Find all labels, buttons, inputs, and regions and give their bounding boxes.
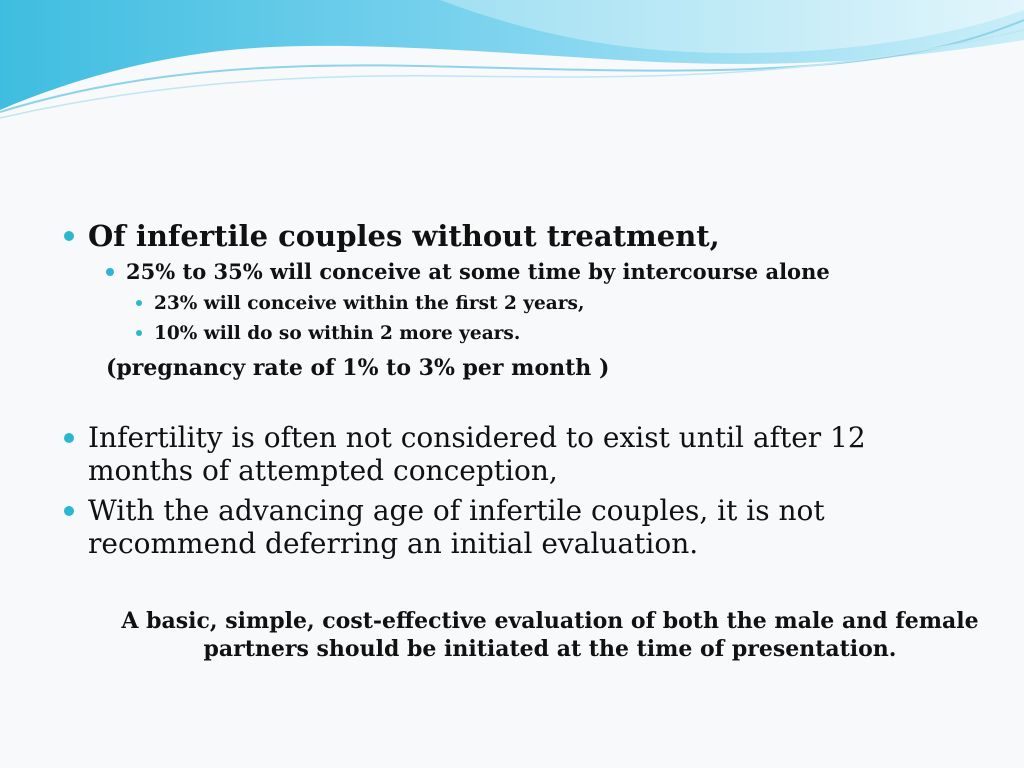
bullet-text: 10% will do so within 2 more years.	[154, 323, 521, 344]
bullet-icon	[64, 231, 74, 241]
subbullet-conceive-rate	[106, 259, 986, 285]
bullet-advancing-age	[64, 494, 964, 560]
pregnancy-rate-note: (pregnancy rate of 1% to 3% per month )	[106, 355, 610, 381]
bullet-text: With the advancing age of infertile couples, it is not recommend deferring an initial evaluation.	[88, 494, 825, 560]
bullet-text: 23% will conceive within the first 2 years,	[154, 293, 585, 314]
bullet-icon	[64, 506, 74, 516]
bullet-text: Infertility is often not considered to exist until after 12 months of attempted conception,	[88, 421, 866, 487]
bullet-icon	[136, 330, 142, 336]
bullet-infertility-definition	[64, 421, 964, 487]
bullet-icon	[136, 300, 142, 306]
bullet-text: 25% to 35% will conceive at some time by intercourse alone	[126, 259, 830, 284]
subsubbullet-first-2-years	[136, 292, 976, 316]
subsubbullet-2-more-years	[136, 322, 976, 346]
bullet-icon	[106, 268, 114, 276]
bullet-text: Of infertile couples without treatment,	[88, 219, 720, 253]
conclusion-text: A basic, simple, cost-effective evaluation of both the male and female partners should be initiated at the time of presentation.	[121, 608, 979, 662]
bullet-icon	[64, 433, 74, 443]
bullet-infertile-couples	[64, 219, 964, 253]
